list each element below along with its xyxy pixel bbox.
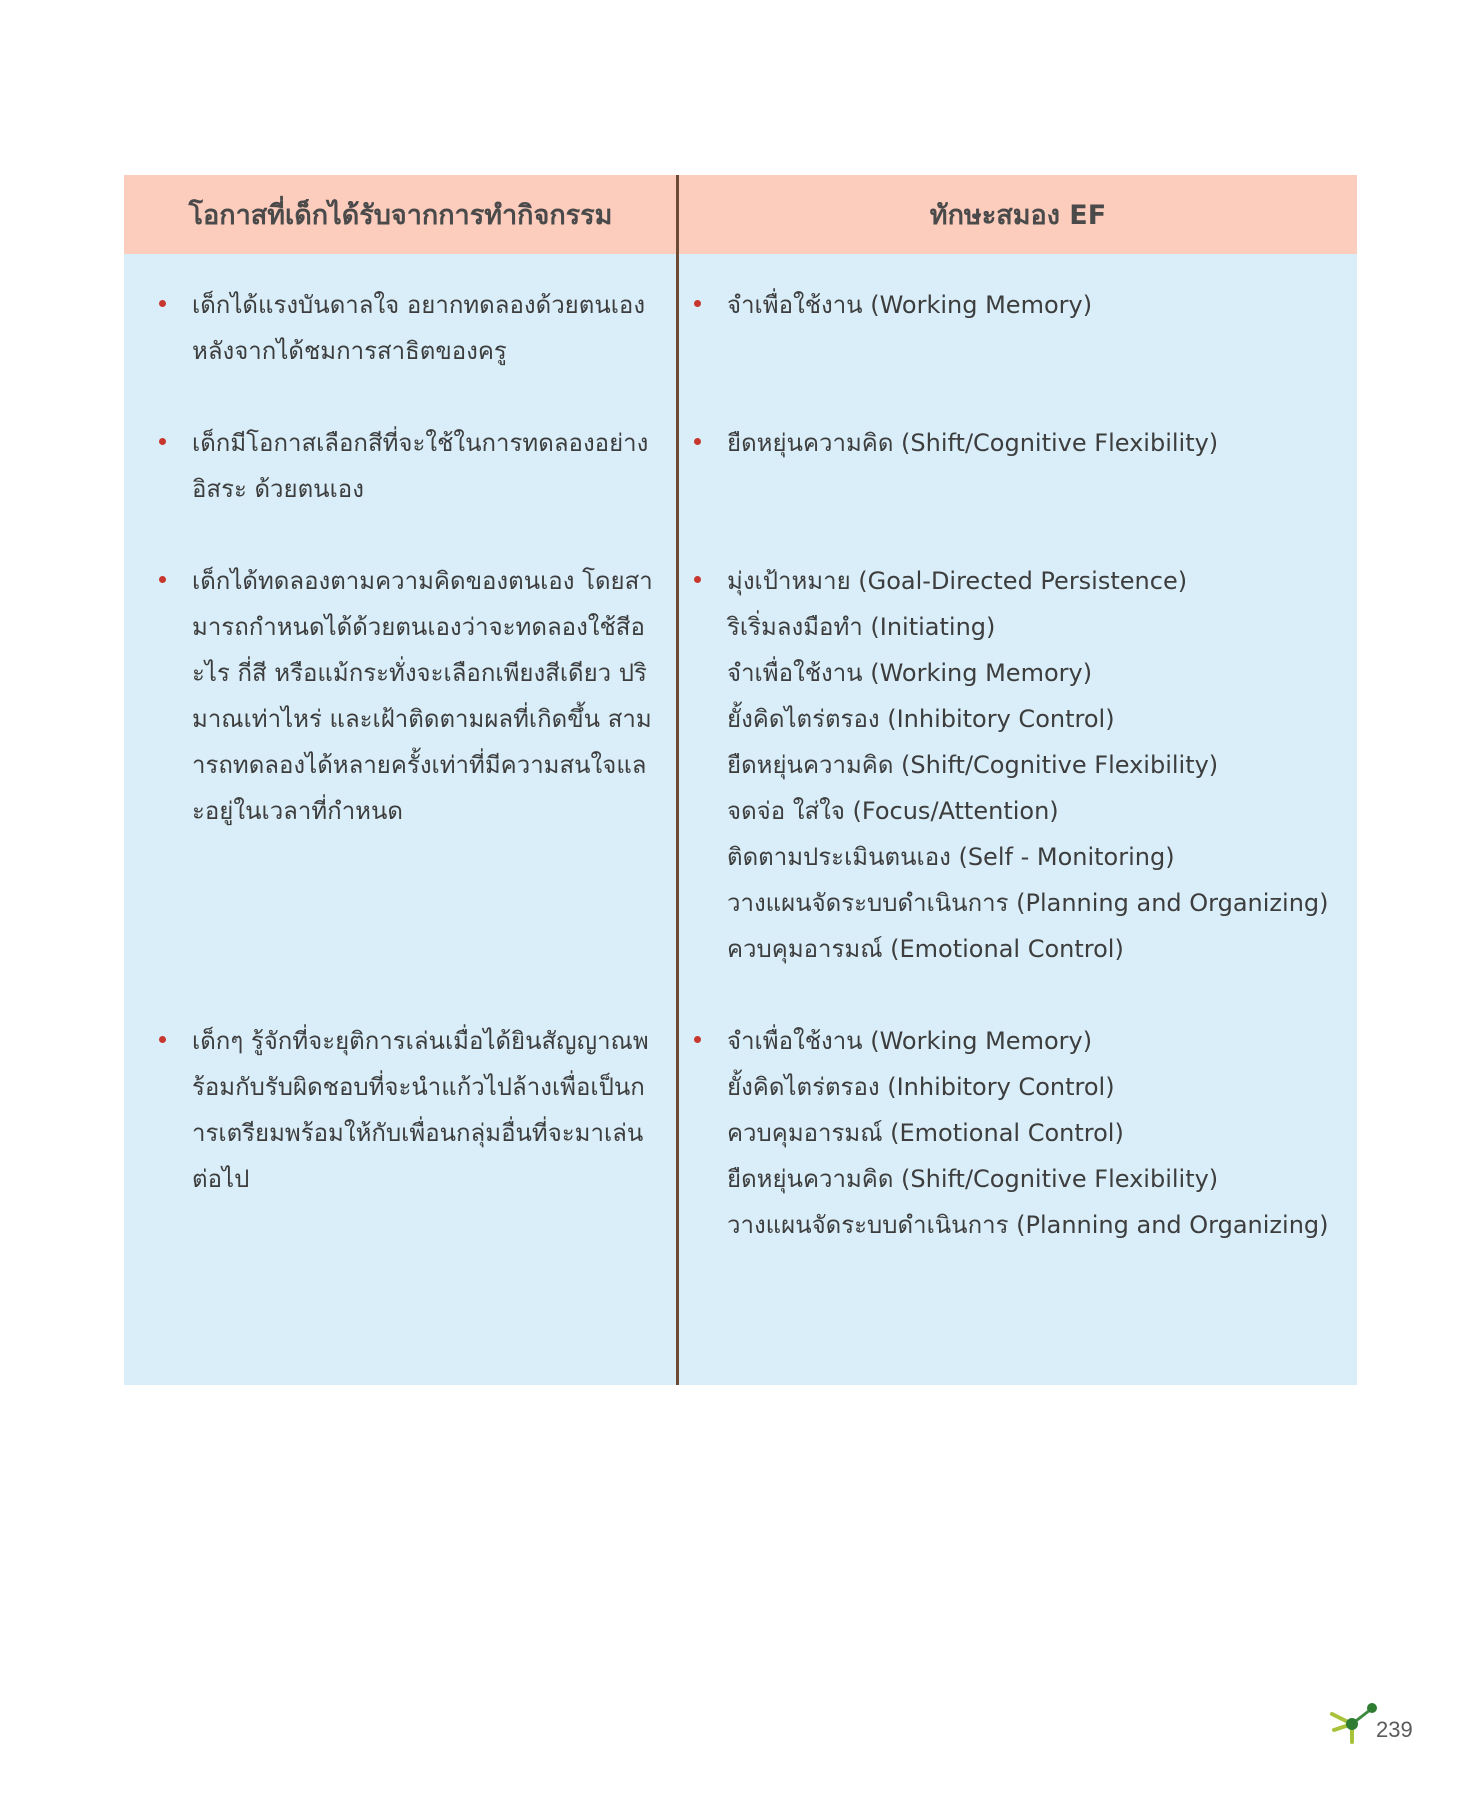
list-item xyxy=(692,282,1352,328)
list-item xyxy=(692,558,1352,972)
bullet-icon xyxy=(159,1036,166,1043)
opportunity-cell xyxy=(157,282,657,374)
opportunity-cell xyxy=(157,420,657,512)
header-ef-skills: ทักษะสมอง EF xyxy=(929,200,1107,231)
bullet-icon xyxy=(694,1036,701,1043)
opportunity-text: เด็กมีโอกาสเลือกสีที่จะใช้ในการทดลองอย่างอิสระ ด้วยตนเอง xyxy=(192,429,649,503)
skill-line: มุ่งเป้าหมาย (Goal-Directed Persistence) xyxy=(727,567,1188,595)
skill-line: ยืดหยุ่นความคิด (Shift/Cognitive Flexibility) xyxy=(727,1165,1219,1193)
bullet-icon xyxy=(159,576,166,583)
skill-line: ยืดหยุ่นความคิด (Shift/Cognitive Flexibility) xyxy=(727,429,1219,457)
page-number: 239 xyxy=(1376,1717,1413,1742)
skill-line: ควบคุมอารมณ์ (Emotional Control) xyxy=(727,935,1124,963)
opportunity-text: เด็กได้แรงบันดาลใจ อยากทดลองด้วยตนเองหลังจากได้ชมการสาธิตของครู xyxy=(192,291,646,365)
skill-line: ยั้งคิดไตร่ตรอง (Inhibitory Control) xyxy=(727,705,1115,733)
skills-cell xyxy=(692,1018,1352,1248)
skill-line: จำเพื่อใช้งาน (Working Memory) xyxy=(727,291,1093,319)
skill-line: จำเพื่อใช้งาน (Working Memory) xyxy=(727,1027,1093,1055)
skill-line: วางแผนจัดระบบดำเนินการ (Planning and Organizing) xyxy=(727,889,1329,917)
skills-cell xyxy=(692,420,1352,466)
bullet-icon xyxy=(159,300,166,307)
skill-line: ติดตามประเมินตนเอง (Self - Monitoring) xyxy=(727,843,1175,871)
skill-line: วางแผนจัดระบบดำเนินการ (Planning and Organizing) xyxy=(727,1211,1329,1239)
skill-line: ควบคุมอารมณ์ (Emotional Control) xyxy=(727,1119,1124,1147)
list-item xyxy=(157,558,657,834)
list-item xyxy=(692,420,1352,466)
list-item xyxy=(157,282,657,374)
list-item xyxy=(157,420,657,512)
opportunity-text: เด็กได้ทดลองตามความคิดของตนเอง โดยสามารถกำหนดได้ด้วยตนเองว่าจะทดลองใช้สีอะไร กี่สี หรือแม้กระทั่งจะเลือกเพียงสีเดียว ปริมาณเท่าไหร่ และเฝ้าติดตามผลที่เกิดขึ้น สามารถทดลองได้หลายครั้งเท่าที่มีความสนใจและอยู่ในเวลาที่กำหนด xyxy=(192,567,653,825)
bullet-icon xyxy=(694,438,701,445)
skills-cell xyxy=(692,558,1352,972)
opportunity-text: เด็กๆ รู้จักที่จะยุติการเล่นเมื่อได้ยินสัญญาณพร้อมกับรับผิดชอบที่จะนำแก้วไปล้างเพื่อเป็นการเตรียมพร้อมให้กับเพื่อนกลุ่มอื่นที่จะมาเล่นต่อไป xyxy=(192,1027,649,1193)
opportunity-cell xyxy=(157,558,657,834)
skill-line: จดจ่อ ใส่ใจ (Focus/Attention) xyxy=(727,797,1059,825)
header-opportunity: โอกาสที่เด็กได้รับจากการทำกิจกรรม xyxy=(188,200,613,231)
list-item xyxy=(692,1018,1352,1248)
bullet-icon xyxy=(694,300,701,307)
column-divider xyxy=(676,175,679,1385)
skill-line: ยืดหยุ่นความคิด (Shift/Cognitive Flexibility) xyxy=(727,751,1219,779)
skill-line: ริเริ่มลงมือทำ (Initiating) xyxy=(727,613,996,641)
ef-skills-table xyxy=(124,175,1357,1385)
bullet-icon xyxy=(159,438,166,445)
skills-cell xyxy=(692,282,1352,328)
table-header xyxy=(124,175,1357,254)
bullet-icon xyxy=(694,576,701,583)
skill-line: จำเพื่อใช้งาน (Working Memory) xyxy=(727,659,1093,687)
list-item xyxy=(157,1018,657,1202)
molecule-logo-icon xyxy=(1322,1700,1382,1748)
skill-line: ยั้งคิดไตร่ตรอง (Inhibitory Control) xyxy=(727,1073,1115,1101)
opportunity-cell xyxy=(157,1018,657,1202)
